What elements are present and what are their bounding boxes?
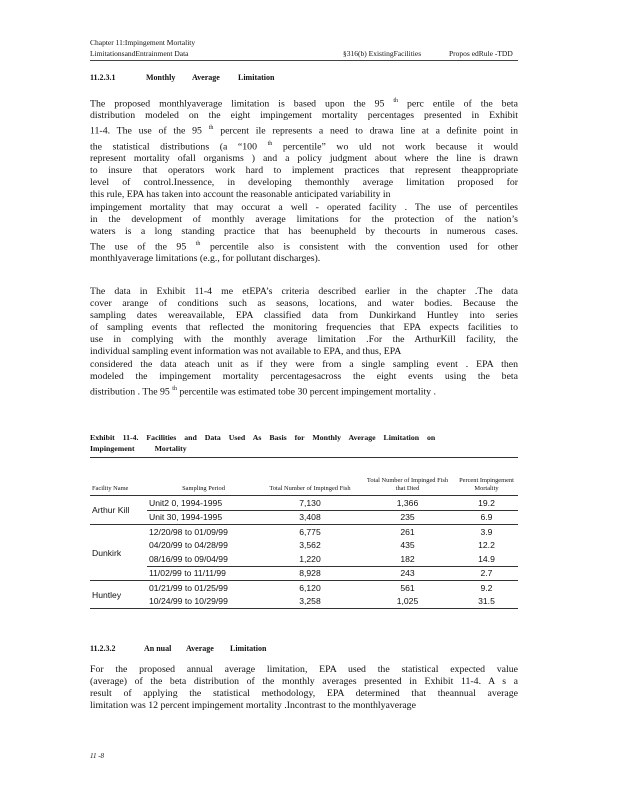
text-line: 11-4. The use of the 95 $^{th}$ percent ile represents a need to drawa line at a definite point in xyxy=(90,125,518,137)
text-line: individual sampling event information was not available to EPA, and thus, EPA xyxy=(90,346,402,358)
text-line: monthlyaverage limitations (e.g., for pollutant discharges). xyxy=(90,253,321,265)
impinged-cell: 6,775 xyxy=(299,526,321,537)
percent-cell: 12.2 xyxy=(478,540,495,551)
text-line: The data in Exhibit 11-4 me etEPA’s criteria described earlier in the chapter .The data xyxy=(90,286,518,297)
impinged-cell: 3,258 xyxy=(299,596,321,607)
percent-cell: 31.5 xyxy=(478,596,495,607)
section-title-word: Monthly xyxy=(146,73,176,82)
text-line: waters is a long standing practice that has beenupheld by thecourts in numerous cases. xyxy=(90,225,518,237)
text-line: to insure that operators work hard to implement practices that represent theappropriate xyxy=(90,165,518,177)
exhibit-caption-line: Exhibit 11-4. Facilities and Data Used As Basis for Monthly Average Limitation on xyxy=(90,433,436,442)
col-header-percent: Percent Impingement Mortality xyxy=(459,477,514,492)
died-cell: 261 xyxy=(400,526,415,537)
header-doc-type: Propos edRule -TDD xyxy=(449,49,513,58)
impingement-data-table xyxy=(90,457,518,609)
section-title-word: Limitation xyxy=(230,644,267,653)
percent-cell: 9.2 xyxy=(480,582,493,593)
exhibit-caption xyxy=(90,432,518,454)
table-row xyxy=(90,552,518,566)
text-line: sampling dates wereavailable, EPA classified data from Dunkirkand Huntley into series xyxy=(90,310,518,322)
text-line: considered the data ateach unit as if they were from a single sampling event . EPA then xyxy=(90,358,518,370)
impinged-cell: 3,408 xyxy=(299,512,321,523)
impinged-cell: 3,562 xyxy=(299,540,321,551)
col-header-died: Total Number of Impinged Fish that Died xyxy=(366,477,449,492)
table-row xyxy=(90,510,518,525)
period-cell: 08/16/99 to 09/04/99 xyxy=(149,553,228,564)
text-line: represent mortality ofall organisms ) and a policy judgment about where the line is drawn xyxy=(90,153,518,165)
text-line: (average) of the beta distribution of the monthly averages presented in Exhibit 11-4. A s a xyxy=(90,676,518,688)
facility-cell: Huntley xyxy=(90,581,147,609)
text-line: limitation was 12 percent impingement mortality .Incontrast to the monthlyaverage xyxy=(90,700,416,712)
section-number: 11.2.3.1 xyxy=(90,73,116,82)
text-line: the statistical distributions (a “100 $^{th}$ percentile” wo uld not work because it would xyxy=(90,140,518,153)
period-cell: 11/02/99 to 11/11/99 xyxy=(149,568,226,579)
impinged-cell: 7,130 xyxy=(299,497,321,508)
section-heading-monthly xyxy=(90,73,274,82)
page-number: 11 -8 xyxy=(90,752,105,760)
table-row xyxy=(90,496,518,511)
died-cell: 182 xyxy=(400,553,415,564)
died-cell: 561 xyxy=(400,582,415,593)
died-cell: 243 xyxy=(400,568,415,579)
impinged-cell: 6,120 xyxy=(299,582,321,593)
text-line: of sampling events that reflected the monitoring frequencies that EPA expects facilities to xyxy=(90,322,518,334)
table-row xyxy=(90,566,518,581)
col-header-impinged: Total Number of Impinged Fish xyxy=(269,485,351,492)
table-row xyxy=(90,581,518,595)
ordinal-superscript: th xyxy=(267,140,273,147)
period-cell: Unit2 0, 1994-1995 xyxy=(149,497,223,508)
text-line: modeled the impingement mortality percentagesacross the eight events using the beta xyxy=(90,370,518,382)
impinged-cell: 1,220 xyxy=(299,553,321,564)
col-header-facility: Facility Name xyxy=(92,485,129,492)
header-chapter: Chapter 11:Impingement Mortality xyxy=(90,38,196,47)
header-rule xyxy=(90,60,518,61)
exhibit-caption-line: Impingement Mortality xyxy=(90,444,187,453)
text-line: For the proposed annual average limitation, EPA used the statistical expected value xyxy=(90,664,518,675)
impinged-cell: 8,928 xyxy=(299,568,321,579)
section-title-word: Average xyxy=(192,73,220,82)
percent-cell: 2.7 xyxy=(480,568,493,579)
ordinal-superscript: th xyxy=(393,98,399,104)
died-cell: 235 xyxy=(400,512,415,523)
text-line: result of applying the statistical methodology, EPA determined that theannual average xyxy=(90,688,518,700)
table-row xyxy=(90,595,518,609)
period-cell: 10/24/99 to 10/29/99 xyxy=(149,596,228,607)
died-cell: 435 xyxy=(400,540,415,551)
period-cell: 01/21/99 to 01/25/99 xyxy=(149,582,228,593)
died-cell: 1,366 xyxy=(396,497,419,508)
percent-cell: 6.9 xyxy=(480,512,493,523)
percent-cell: 19.2 xyxy=(478,497,495,508)
text-line: distribution . The 95 $^{th}$ percentile was estimated tobe 30 percent impingement mortality . xyxy=(90,385,436,398)
table-row xyxy=(90,525,518,539)
section-number: 11.2.3.2 xyxy=(90,644,116,653)
facility-cell: Dunkirk xyxy=(90,525,147,581)
died-cell: 1,025 xyxy=(396,596,419,607)
text-line: cover arange of conditions such as seasons, locations, and water bodies. Because the xyxy=(90,298,518,310)
section-title-word: An nual xyxy=(144,644,172,653)
text-line: The use of the 95 $^{th}$ percentile also is consistent with the convention used for other xyxy=(90,240,519,253)
paragraph-annual-limitation xyxy=(90,664,518,712)
paragraph-monthly-limitation xyxy=(90,95,518,265)
header-section: §316(b) ExistingFacilities xyxy=(343,49,422,58)
text-line: use in complying with the monthly average limitation .For the ArthurKill facility, the xyxy=(90,334,518,346)
period-cell: Unit 30, 1994-1995 xyxy=(149,512,223,523)
facility-cell: Arthur Kill xyxy=(90,496,147,525)
percent-cell: 3.9 xyxy=(480,526,493,537)
text-line: distribution modeled on the eight impingement mortality percentages presented in Exhibit xyxy=(90,110,518,122)
table-row xyxy=(90,539,518,553)
text-line: this rule, EPA has taken into account the reasonable anticipated variability in xyxy=(90,189,391,201)
text-line: The proposed monthlyaverage limitation is based upon the 95 $^{th}$ perc entile of the beta xyxy=(90,98,518,110)
ordinal-superscript: th xyxy=(195,240,201,247)
percent-cell: 14.9 xyxy=(478,553,495,564)
period-cell: 12/20/98 to 01/09/99 xyxy=(149,526,228,537)
section-title-word: Average xyxy=(186,644,214,653)
text-line: level of control.Inessence, in developing themonthly average limitation proposed for xyxy=(90,177,518,189)
text-line: in the development of monthly average limitations for the protection of the nation’s xyxy=(90,213,518,225)
col-header-period: Sampling Period xyxy=(182,485,225,492)
header-subtitle: LimitationsandEntrainment Data xyxy=(90,49,189,58)
ordinal-superscript: th xyxy=(172,385,177,392)
section-title-word: Limitation xyxy=(238,73,275,82)
text-line: impingement mortality that may occurat a well - operated facility . The use of percentiles xyxy=(90,201,518,213)
paragraph-data-description xyxy=(90,286,518,398)
section-heading-annual xyxy=(90,644,266,653)
period-cell: 04/20/99 to 04/28/99 xyxy=(149,540,228,551)
ordinal-superscript: th xyxy=(208,125,214,132)
